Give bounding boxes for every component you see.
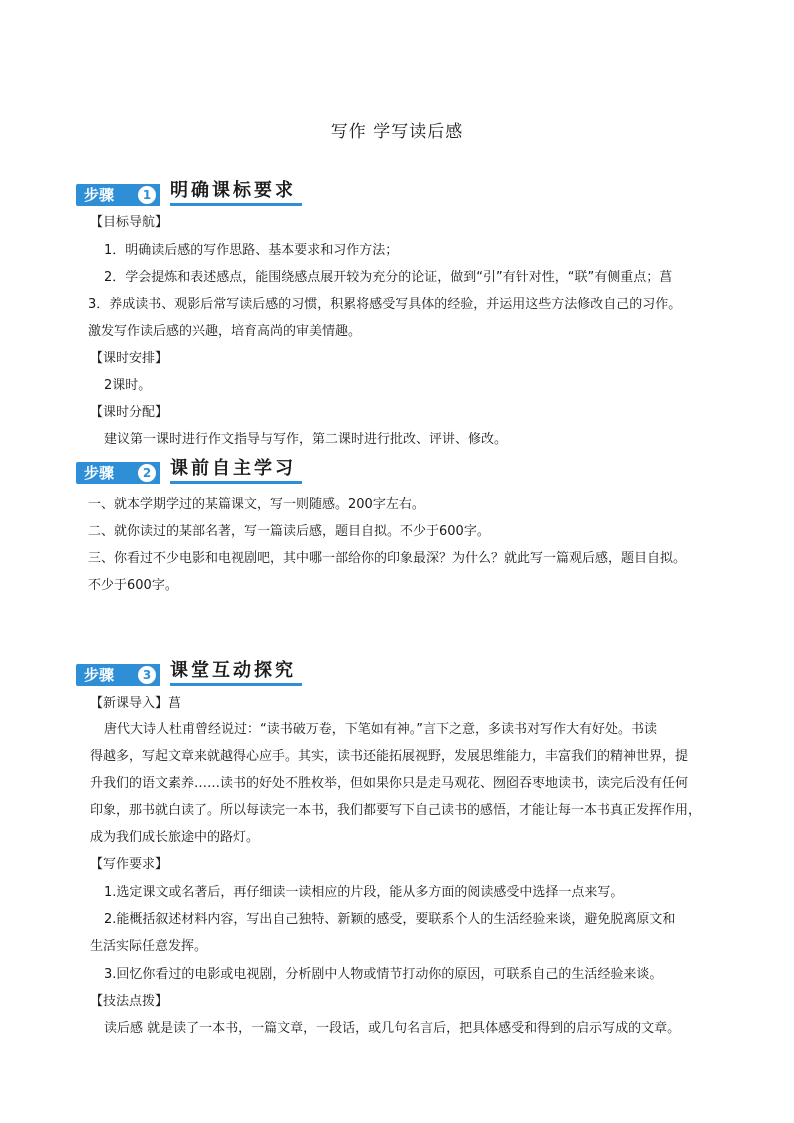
section-label-intro: 【新课导入】菖 [90,696,182,711]
intro-paragraph-line-3: 升我们的语文素养……读书的好处不胜枚举，但如果你只是走马观花、囫囵吞枣地读书，读完后没有任何 [90,776,689,791]
intro-paragraph-line-1: 唐代大诗人杜甫曾经说过：“读书破万卷，下笔如有神。”言下之意，多读书对写作大有好处。书读 [104,722,657,737]
step-heading: 明确课标要求 [170,179,302,206]
step-2-header [76,456,302,484]
step-1-header [76,178,302,206]
step-badge [76,184,160,206]
goal-item-3-cont: 激发写作读后感的兴趣，培育高尚的审美情趣。 [88,324,362,339]
requirement-2: 2.能概括叙述材料内容，写出自己独特、新颖的感受，要联系个人的生活经验来谈，避免脱离原文和 [104,912,676,927]
page-title: 写作 学写读后感 [330,122,464,142]
schedule-text: 2课时。 [104,378,152,393]
step-number: 3 [138,666,156,684]
step-label: 步骤 [84,186,115,204]
goal-item-2: 2．学会提炼和表述感点，能围绕感点展开较为充分的论证，做到“引”有针对性，“联”有侧重点；菖 [104,270,673,285]
task-3: 三、你看过不少电影和电视剧吧，其中哪一部给你的印象最深？为什么？就此写一篇观后感，题目自拟。 [88,551,687,566]
task-2: 二、就你读过的某部名著，写一篇读后感，题目自拟。不少于600字。 [88,524,490,539]
requirement-2-cont: 生活实际任意发挥。 [90,939,208,954]
step-heading: 课堂互动探究 [170,659,302,686]
step-label: 步骤 [84,666,115,684]
goal-item-3: 3．养成读书、观影后常写读后感的习惯，积累将感受写具体的经验，并运用这些方法修改自己的习作。 [88,297,682,312]
allocation-text: 建议第一课时进行作文指导与写作，第二课时进行批改、评讲、修改。 [104,432,508,447]
intro-paragraph-line-2: 得越多，写起文章来就越得心应手。其实，读书还能拓展视野，发展思维能力，丰富我们的精神世界，提 [90,749,689,764]
requirement-3: 3.回忆你看过的电影或电视剧，分析剧中人物或情节打动你的原因，可联系自己的生活经验来谈。 [104,967,663,982]
step-3-header [76,658,302,686]
task-1: 一、就本学期学过的某篇课文，写一则随感。200字左右。 [88,497,425,512]
intro-paragraph-line-4: 印象，那书就白读了。所以每读完一本书，我们都要写下自己读书的感悟，才能让每一本书真正发挥作用， [90,803,702,818]
step-badge [76,664,160,686]
step-heading: 课前自主学习 [170,457,302,484]
intro-paragraph-line-5: 成为我们成长旅途中的路灯。 [90,830,260,845]
step-number: 1 [138,186,156,204]
section-label-requirements: 【写作要求】 [90,857,169,872]
step-badge [76,462,160,484]
technique-text: 读后感 就是读了一本书，一篇文章，一段话，或几句名言后，把具体感受和得到的启示写成的文章。 [104,1021,681,1036]
task-3-cont: 不少于600字。 [88,578,178,593]
section-label-techniques: 【技法点拨】 [90,994,169,1009]
requirement-1: 1.选定课文或名著后，再仔细读一读相应的片段，能从多方面的阅读感受中选择一点来写。 [104,885,624,900]
section-label-goals: 【目标导航】 [90,215,169,230]
step-number: 2 [138,464,156,482]
section-label-allocation: 【课时分配】 [90,405,169,420]
step-label: 步骤 [84,464,115,482]
section-label-schedule: 【课时安排】 [90,351,169,366]
goal-item-1: 1．明确读后感的写作思路、基本要求和习作方法； [104,243,399,258]
